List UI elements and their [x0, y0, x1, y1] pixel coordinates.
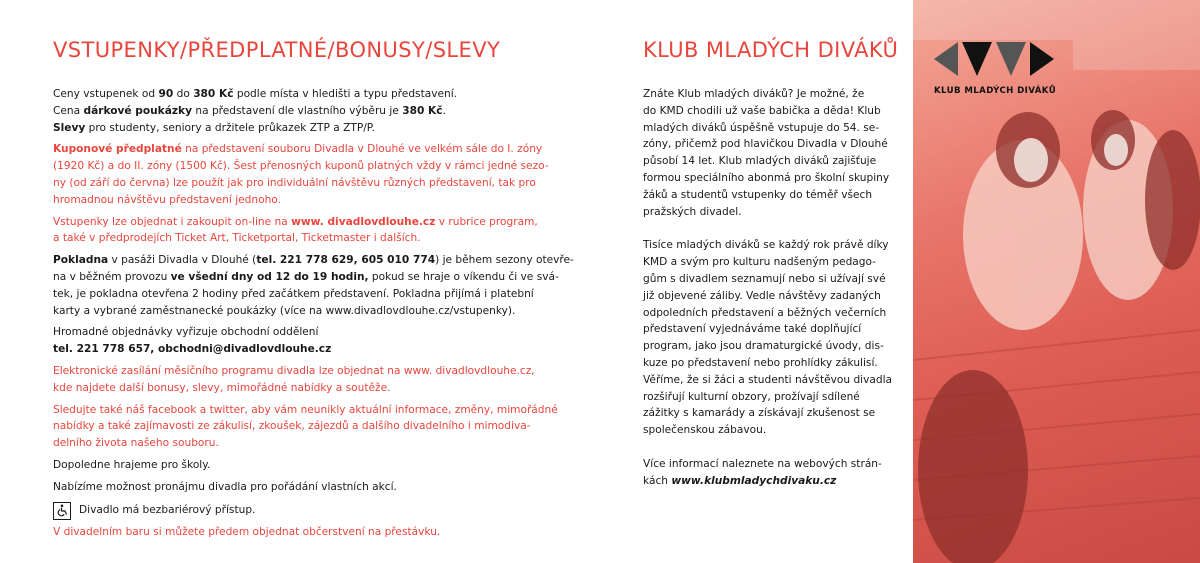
club-website-link[interactable]: www.klubmladychdivaku.cz	[671, 474, 837, 487]
accessibility-note: Divadlo má bezbariérový přístup.	[53, 502, 563, 520]
club-intro-paragraph: Znáte Klub mladých diváků? Je možné, že do KMD chodili už vaše babička a děda! Klub mladých diváků úspěšně vstupuje do 54. se- zóny, přičemž pod hlavičkou Divadla v Dlouhé působí 14 let. Klub mladých diváků zajišťuje formou speciálního abonmá pro školní skupiny žáků a studentů vstupenky do téměř všech pražských divadel.	[643, 88, 890, 218]
schools-paragraph: Dopoledne hrajeme pro školy.	[53, 458, 211, 471]
box-office-paragraph: Pokladna v pasáži Divadla v Dlouhé (tel. 221 778 629, 605 010 774) je během sezony otevře- na v běžném provozu ve všední dny od 12 do 19 hodin, pokud se hraje o víkendu či ve svá- tek, je pokladna otevřena 2 hodiny před začátkem představení. Pokladna přijímá i platební karty a vybrané zaměstnanecké poukázky (více na www.divadlovdlouhe.cz/vstupenky).	[53, 254, 574, 317]
online-tickets-paragraph: Vstupenky lze objednat i zakoupit on-line na www. divadlovdlouhe.cz v rubrice program, a také v předprodejích Ticket Art, Ticketportal, Ticketmaster i dalších.	[53, 215, 538, 245]
club-logo-mark	[934, 40, 1054, 78]
club-more-info-paragraph: Více informací naleznete na webových strán- kách www.klubmladychdivaku.cz	[643, 457, 882, 487]
club-heading: KLUB MLADÝCH DIVÁKŮ	[643, 38, 899, 62]
club-logo	[934, 40, 1064, 96]
newsletter-paragraph: Elektronické zasílání měsíčního programu divadla lze objednat na www. divadlovdlouhe.cz, kde najdete další bonusy, slevy, mimořádné nabídky a soutěže.	[53, 364, 535, 394]
bar-paragraph: V divadelním baru si můžete předem objednat občerstvení na přestávku.	[53, 525, 441, 538]
rental-paragraph: Nabízíme možnost pronájmu divadla pro pořádání vlastních akcí.	[53, 480, 397, 493]
social-paragraph: Sledujte také náš facebook a twitter, aby vám neunikly aktuální informace, změny, mimořádné nabídky a také zajímavosti ze zákulisí, zkoušek, zájezdů a dalšího divadelního i mimodiva- delního života našeho souboru.	[53, 403, 558, 450]
website-link[interactable]: www. divadlovdlouhe.cz	[291, 215, 436, 228]
sales-contact[interactable]: tel. 221 778 657, obchodni@divadlovdlouhe.cz	[53, 343, 332, 356]
group-orders-paragraph: Hromadné objednávky vyřizuje obchodní oddělení tel. 221 778 657, obchodni@divadlovdlouhe.cz	[53, 326, 332, 356]
club-section	[643, 38, 898, 507]
wheelchair-icon	[53, 502, 71, 520]
subscription-paragraph: Kuponové předplatné na představení souboru Divadla v Dlouhé ve velkém sále do I. zóny (1920 Kč) a do II. zóny (1500 Kč). Šest přenosných kuponů platných vždy v rámci jedné sezo- ny (od září do června) lze použít jak pro individuální návštěvu různých představení, tak pro hromadnou návštěvu představení jednoho.	[53, 143, 549, 206]
tickets-section	[53, 38, 574, 545]
prices-paragraph: Ceny vstupenek od 90 do 380 Kč podle místa v hledišti a typu představení. Cena dárkové poukázky na představení dle vlastního výběru je 380 Kč. Slevy pro studenty, seniory a držitele průkazek ZTP a ZTP/P.	[53, 88, 458, 134]
tickets-heading: VSTUPENKY/PŘEDPLATNÉ/BONUSY/SLEVY	[53, 38, 501, 62]
club-description-paragraph: Tisíce mladých diváků se každý rok právě díky KMD a svým pro kulturu nadšeným pedago- gům s divadlem seznamují nebo si užívají své již objevené záliby. Vedle návštěvy zadaných odpoledních představení a běžných večerních představení vyjednáváme také doplňující program, jako jsou dramaturgické úvody, dis- kuze po představení nebo prohlídky zákulisí. Věříme, že si žáci a studenti návštěvou divadla rozšiřují kulturní obzory, prožívají sdílené zážitky s kamarády a získávají zkušenost se společenskou zábavou.	[643, 239, 893, 437]
club-logo-text: KLUB MLADÝCH DIVÁKŮ	[934, 86, 1057, 96]
